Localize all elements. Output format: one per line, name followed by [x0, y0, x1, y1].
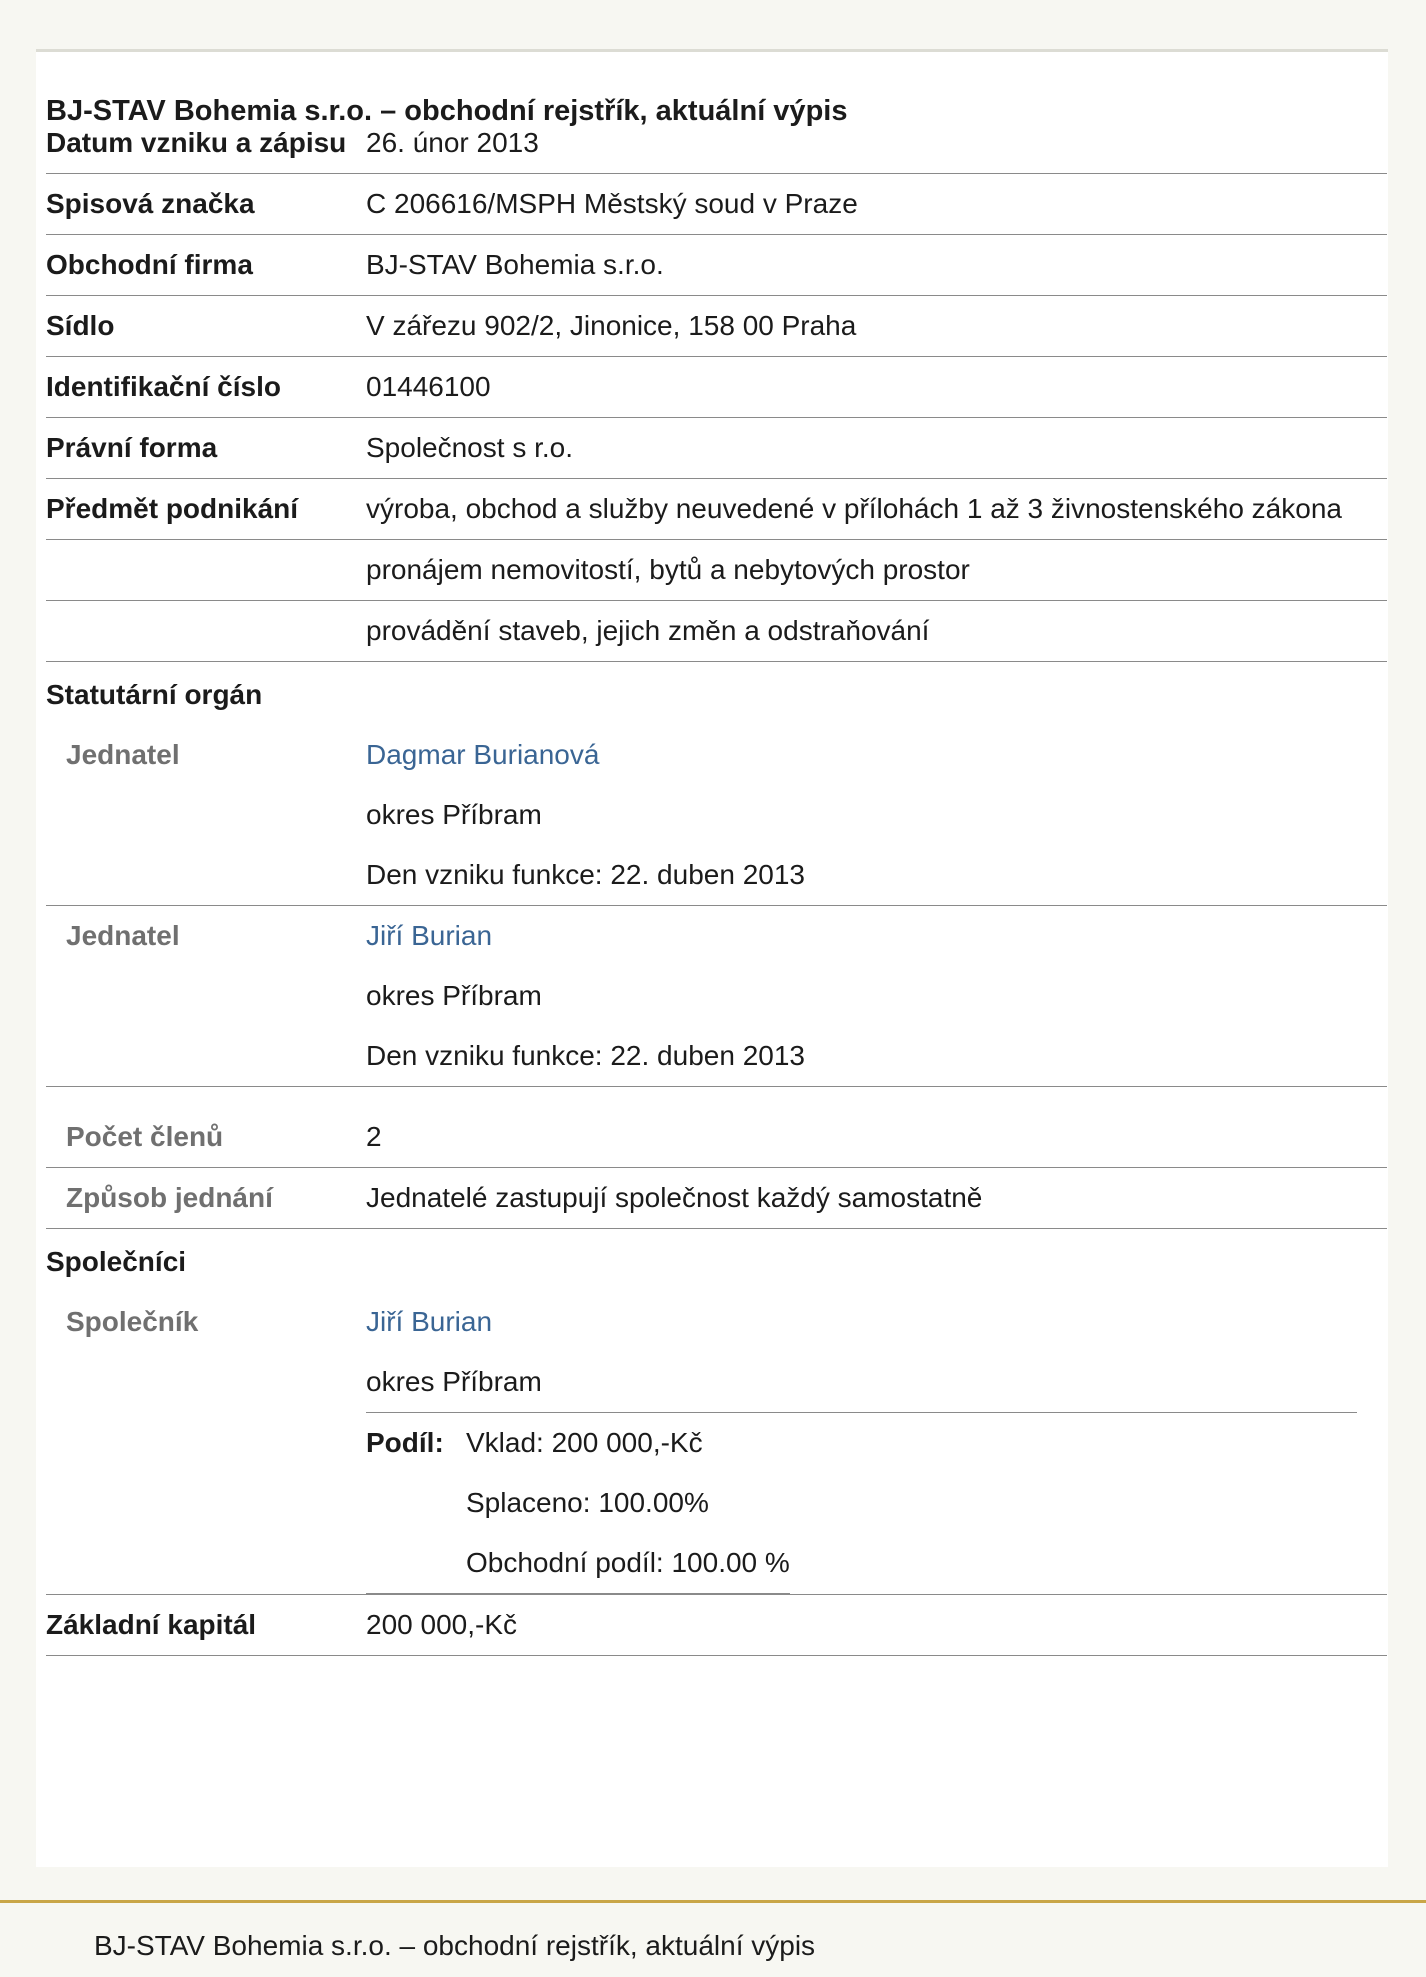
share-block: [366, 1412, 1357, 1594]
section-statutarni: [46, 662, 1387, 726]
row-value: V zářezu 902/2, Jinonice, 158 00 Praha: [366, 296, 1387, 357]
section-heading: Statutární orgán: [46, 679, 263, 710]
row-value: Jednatelé zastupují společnost každý samostatně: [366, 1168, 1387, 1229]
row-value: Společnost s r.o.: [366, 418, 1387, 479]
person-link[interactable]: Jiří Burian: [366, 920, 493, 951]
row-jednatel: [46, 906, 1387, 1087]
person-district: okres Příbram: [366, 799, 542, 830]
row-label: Předmět podnikání: [46, 479, 366, 540]
row-label: Počet členů: [46, 1087, 366, 1168]
row-identifikacni-cislo: [46, 357, 1387, 418]
row-predmet-item: [46, 601, 1387, 662]
row-spolecnik: [46, 1292, 1387, 1595]
row-label: Právní forma: [46, 418, 366, 479]
row-jednatel: [46, 725, 1387, 906]
row-label: Obchodní firma: [46, 235, 366, 296]
row-pocet-clenu: [46, 1087, 1387, 1168]
row-label: Základní kapitál: [46, 1595, 366, 1656]
share-details: [466, 1413, 790, 1594]
row-zpusob-jednani: [46, 1168, 1387, 1229]
row-obchodni-firma: [46, 235, 1387, 296]
role-label: Společník: [46, 1292, 366, 1595]
share-vklad: Vklad: 200 000,-Kč: [466, 1427, 703, 1458]
role-label: Jednatel: [46, 906, 366, 1087]
row-value: 26. únor 2013: [366, 113, 1387, 174]
row-sidlo: [46, 296, 1387, 357]
share-splaceno: Splaceno: 100.00%: [466, 1487, 709, 1518]
row-zakladni-kapital: [46, 1595, 1387, 1656]
row-value: C 206616/MSPH Městský soud v Praze: [366, 174, 1387, 235]
row-value: 2: [366, 1087, 1387, 1168]
function-start: Den vzniku funkce: 22. duben 2013: [366, 1040, 805, 1071]
row-label: Způsob jednání: [46, 1168, 366, 1229]
page-title: BJ-STAV Bohemia s.r.o. – obchodní rejstřík, aktuální výpis: [46, 95, 848, 127]
register-card: [36, 49, 1388, 1867]
row-value: 200 000,-Kč: [366, 1595, 1387, 1656]
row-value: provádění staveb, jejich změn a odstraňování: [366, 601, 1387, 662]
empty-label: [46, 540, 366, 601]
row-label: Identifikační číslo: [46, 357, 366, 418]
footer-title: BJ-STAV Bohemia s.r.o. – obchodní rejstřík, aktuální výpis: [94, 1930, 816, 1961]
row-label: Datum vzniku a zápisu: [46, 113, 366, 174]
register-table: [46, 113, 1387, 1656]
empty-label: [46, 601, 366, 662]
function-start: Den vzniku funkce: 22. duben 2013: [366, 859, 805, 890]
row-value: 01446100: [366, 357, 1387, 418]
register-content: [46, 52, 1387, 1656]
share-podil: Obchodní podíl: 100.00 %: [466, 1547, 790, 1578]
person-district: okres Příbram: [366, 980, 542, 1011]
person-link[interactable]: Dagmar Burianová: [366, 739, 600, 770]
row-label: Spisová značka: [46, 174, 366, 235]
share-label: Podíl:: [366, 1413, 466, 1594]
row-spisova-znacka: [46, 174, 1387, 235]
row-pravni-forma: [46, 418, 1387, 479]
row-predmet-podnikani: [46, 479, 1387, 540]
row-value: BJ-STAV Bohemia s.r.o.: [366, 235, 1387, 296]
row-predmet-item: [46, 540, 1387, 601]
person-district: okres Příbram: [366, 1366, 542, 1397]
row-value: [366, 725, 1387, 906]
section-spolecnici: [46, 1229, 1387, 1293]
row-label: Sídlo: [46, 296, 366, 357]
row-value: výroba, obchod a služby neuvedené v přílohách 1 až 3 živnostenského zákona: [366, 479, 1387, 540]
row-value: [366, 1292, 1387, 1595]
row-value: [366, 906, 1387, 1087]
footer: [0, 1900, 1426, 1977]
section-heading: Společníci: [46, 1246, 187, 1277]
row-value: pronájem nemovitostí, bytů a nebytových prostor: [366, 540, 1387, 601]
person-link[interactable]: Jiří Burian: [366, 1306, 493, 1337]
role-label: Jednatel: [46, 725, 366, 906]
